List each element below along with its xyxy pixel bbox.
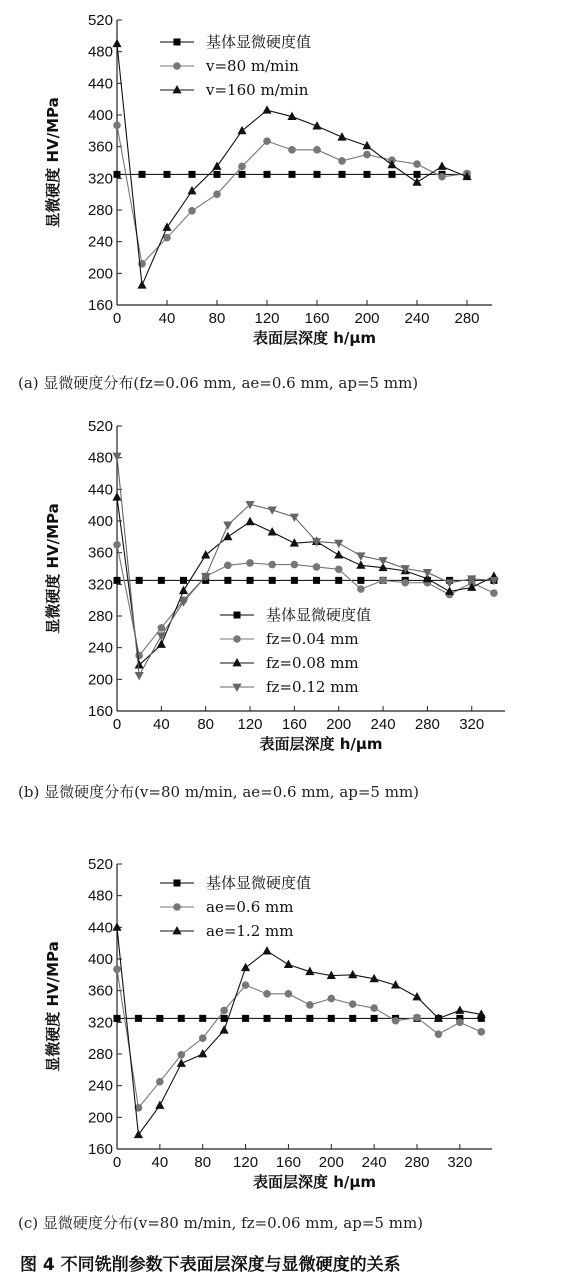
- x-axis-label: 表面层深度 h/μm: [252, 1173, 377, 1191]
- data-point: [112, 922, 121, 930]
- legend-label: ae=1.2 mm: [206, 922, 294, 940]
- series-2: [113, 121, 471, 267]
- data-point: [357, 585, 365, 593]
- data-point: [199, 1015, 206, 1022]
- data-point: [289, 171, 296, 178]
- y-tick-label: 240: [87, 233, 113, 251]
- data-point: [348, 970, 357, 978]
- figure-caption: 图 4 不同铣削参数下表面层深度与显微硬度的关系: [20, 1255, 401, 1275]
- y-tick-label: 160: [87, 703, 113, 720]
- legend-marker: [232, 658, 241, 666]
- x-tick-label: 0: [112, 1154, 122, 1171]
- data-point: [241, 963, 250, 971]
- legend-marker: [172, 926, 181, 934]
- y-tick-label: 400: [87, 951, 113, 968]
- data-point: [268, 527, 277, 535]
- x-tick-label: 0: [112, 716, 122, 733]
- y-axis-label: 显微硬度 HV/MPa: [44, 941, 62, 1072]
- series-3: [112, 922, 485, 1138]
- data-point: [291, 577, 298, 584]
- x-tick-label: 120: [237, 716, 263, 733]
- y-tick-label: 320: [87, 1014, 113, 1032]
- data-point: [158, 577, 165, 584]
- data-point: [179, 598, 188, 606]
- data-point: [137, 280, 146, 288]
- data-point: [288, 146, 296, 154]
- y-tick-label: 400: [87, 513, 113, 530]
- data-point: [335, 577, 342, 584]
- data-point: [155, 1100, 164, 1108]
- legend: [220, 606, 371, 696]
- legend-label: 基体显微硬度值: [266, 606, 372, 624]
- y-tick-label: 200: [87, 265, 113, 283]
- legend-label: 基体显微硬度值: [206, 874, 312, 892]
- data-point: [423, 569, 432, 577]
- data-point: [313, 146, 321, 154]
- data-point: [135, 672, 144, 680]
- data-point: [338, 157, 346, 165]
- legend-marker: [172, 85, 181, 93]
- y-tick-label: 320: [87, 170, 113, 188]
- data-point: [113, 121, 121, 129]
- y-tick-label: 240: [87, 639, 113, 657]
- data-point: [334, 550, 343, 558]
- data-point: [136, 577, 143, 584]
- data-point: [189, 171, 196, 178]
- y-tick-label: 280: [87, 202, 113, 219]
- y-tick-label: 520: [87, 856, 113, 873]
- legend-marker: [174, 880, 181, 887]
- data-point: [213, 190, 221, 198]
- y-tick-label: 400: [87, 107, 113, 124]
- y-tick-label: 360: [87, 544, 113, 562]
- data-point: [285, 1015, 292, 1022]
- data-point: [313, 577, 320, 584]
- data-point: [224, 577, 231, 584]
- data-point: [349, 1000, 357, 1008]
- data-point: [328, 1015, 335, 1022]
- chart-panel-1: [18, 12, 492, 392]
- x-tick-label: 80: [197, 716, 215, 733]
- y-tick-label: 160: [87, 297, 113, 314]
- data-point: [242, 1015, 249, 1022]
- y-tick-label: 200: [87, 1109, 113, 1127]
- y-tick-label: 440: [87, 481, 113, 499]
- data-point: [220, 1007, 228, 1015]
- x-tick-label: 120: [254, 310, 280, 327]
- data-point: [413, 1014, 421, 1022]
- data-point: [327, 995, 335, 1003]
- x-tick-label: 280: [414, 716, 440, 733]
- data-point: [112, 39, 121, 47]
- x-tick-label: 40: [158, 310, 176, 327]
- data-point: [163, 234, 171, 242]
- y-tick-label: 480: [87, 449, 113, 467]
- data-point: [263, 990, 271, 998]
- y-axis-label: 显微硬度 HV/MPa: [44, 503, 62, 634]
- x-tick-label: 160: [304, 310, 330, 327]
- chart-panel-2: [18, 418, 505, 801]
- data-point: [199, 1034, 207, 1042]
- data-point: [334, 540, 343, 548]
- x-tick-label: 240: [404, 310, 430, 327]
- data-point: [314, 171, 321, 178]
- y-tick-label: 360: [87, 982, 113, 1000]
- legend-label: 基体显微硬度值: [206, 33, 312, 51]
- legend-label: fz=0.08 mm: [266, 654, 359, 672]
- data-point: [224, 562, 232, 570]
- data-point: [164, 171, 171, 178]
- data-point: [263, 137, 271, 145]
- x-tick-label: 320: [459, 716, 485, 733]
- data-point: [262, 105, 271, 113]
- y-tick-label: 320: [87, 576, 113, 594]
- series-2: [113, 965, 485, 1111]
- data-point: [339, 171, 346, 178]
- series-line: [117, 927, 481, 1134]
- data-point: [177, 1051, 185, 1059]
- x-tick-label: 80: [208, 310, 226, 327]
- y-tick-label: 280: [87, 1046, 113, 1063]
- data-point: [455, 1005, 464, 1013]
- x-tick-label: 160: [281, 716, 307, 733]
- data-point: [337, 132, 346, 140]
- x-tick-label: 240: [361, 1154, 387, 1171]
- legend-marker: [233, 635, 241, 643]
- data-point: [242, 981, 250, 989]
- data-point: [401, 579, 409, 587]
- data-point: [114, 171, 121, 178]
- legend-marker: [234, 612, 241, 619]
- data-point: [177, 1059, 186, 1067]
- data-point: [112, 492, 121, 500]
- x-tick-label: 40: [151, 1154, 169, 1171]
- x-axis-label: 表面层深度 h/μm: [259, 735, 383, 753]
- x-tick-label: 280: [404, 1154, 430, 1171]
- series-1: [114, 171, 471, 178]
- data-point: [264, 171, 271, 178]
- data-point: [135, 660, 144, 668]
- legend-marker: [174, 39, 181, 46]
- data-point: [262, 946, 271, 954]
- data-point: [456, 1019, 464, 1027]
- legend-marker: [232, 684, 241, 692]
- legend-label: ae=0.6 mm: [206, 898, 294, 916]
- data-point: [214, 171, 221, 178]
- data-point: [438, 173, 446, 181]
- data-point: [114, 577, 121, 584]
- data-point: [364, 171, 371, 178]
- y-tick-label: 480: [87, 43, 113, 61]
- x-tick-label: 40: [152, 716, 170, 733]
- y-tick-label: 520: [87, 418, 113, 435]
- panel-caption: (c) 显微硬度分布(v=80 m/min, fz=0.06 mm, ap=5 mm): [18, 1214, 424, 1232]
- data-point: [114, 1015, 121, 1022]
- data-point: [306, 1015, 313, 1022]
- data-point: [335, 565, 343, 573]
- x-tick-label: 200: [354, 310, 380, 327]
- data-point: [285, 990, 293, 998]
- data-point: [112, 453, 121, 461]
- data-point: [291, 561, 299, 569]
- data-point: [201, 550, 210, 558]
- x-tick-label: 80: [194, 1154, 212, 1171]
- legend-label: fz=0.12 mm: [266, 678, 359, 696]
- y-tick-label: 440: [87, 919, 113, 937]
- data-point: [371, 1015, 378, 1022]
- data-point: [156, 1078, 164, 1086]
- x-tick-label: 120: [233, 1154, 259, 1171]
- data-point: [370, 1004, 378, 1012]
- legend-marker: [173, 62, 181, 70]
- x-tick-label: 200: [318, 1154, 344, 1171]
- data-point: [412, 992, 421, 1000]
- data-point: [113, 965, 121, 973]
- series-line: [117, 969, 481, 1108]
- x-tick-label: 240: [370, 716, 396, 733]
- data-point: [290, 538, 299, 546]
- data-point: [306, 1001, 314, 1009]
- data-point: [437, 161, 446, 169]
- data-point: [269, 577, 276, 584]
- data-point: [178, 1015, 185, 1022]
- y-tick-label: 200: [87, 671, 113, 689]
- x-axis-label: 表面层深度 h/μm: [252, 329, 377, 347]
- x-tick-label: 200: [326, 716, 352, 733]
- data-point: [223, 522, 232, 530]
- panel-caption: (a) 显微硬度分布(fz=0.06 mm, ae=0.6 mm, ap=5 mm): [18, 374, 419, 392]
- data-point: [268, 561, 276, 569]
- data-point: [435, 1030, 443, 1038]
- data-point: [113, 541, 121, 549]
- data-point: [477, 1028, 485, 1036]
- data-point: [356, 560, 365, 568]
- data-point: [357, 577, 364, 584]
- data-point: [245, 517, 254, 525]
- data-point: [490, 589, 498, 597]
- data-point: [220, 1025, 229, 1033]
- legend: [160, 874, 311, 940]
- data-point: [247, 577, 254, 584]
- data-point: [264, 1015, 271, 1022]
- series-1: [114, 1015, 485, 1022]
- y-axis-label: 显微硬度 HV/MPa: [44, 97, 62, 228]
- y-tick-label: 240: [87, 1077, 113, 1095]
- data-point: [179, 586, 188, 594]
- y-tick-label: 360: [87, 138, 113, 156]
- data-point: [379, 577, 387, 585]
- data-point: [246, 559, 254, 567]
- data-point: [158, 624, 166, 632]
- y-tick-label: 480: [87, 887, 113, 905]
- data-point: [237, 126, 246, 134]
- data-point: [238, 163, 246, 171]
- legend-marker: [173, 903, 181, 911]
- y-tick-label: 520: [87, 12, 113, 29]
- data-point: [284, 960, 293, 968]
- data-point: [389, 171, 396, 178]
- data-point: [412, 177, 421, 185]
- data-point: [413, 160, 421, 168]
- y-tick-label: 280: [87, 608, 113, 625]
- data-point: [139, 171, 146, 178]
- legend-label: fz=0.04 mm: [266, 630, 359, 648]
- legend-label: v=160 m/min: [206, 81, 309, 99]
- x-tick-label: 0: [112, 310, 122, 327]
- y-tick-label: 440: [87, 75, 113, 93]
- panel-caption: (b) 显微硬度分布(v=80 m/min, ae=0.6 mm, ap=5 mm): [18, 783, 420, 801]
- y-tick-label: 160: [87, 1141, 113, 1158]
- x-tick-label: 320: [447, 1154, 473, 1171]
- data-point: [180, 577, 187, 584]
- data-point: [239, 171, 246, 178]
- data-point: [363, 151, 371, 159]
- data-point: [221, 1015, 228, 1022]
- data-point: [156, 1015, 163, 1022]
- data-point: [414, 171, 421, 178]
- legend-label: v=80 m/min: [206, 57, 299, 75]
- data-point: [349, 1015, 356, 1022]
- x-tick-label: 160: [275, 1154, 301, 1171]
- legend: [160, 33, 311, 99]
- data-point: [135, 1015, 142, 1022]
- data-point: [312, 538, 321, 546]
- chart-panel-3: [18, 856, 492, 1232]
- data-point: [188, 207, 196, 215]
- data-point: [313, 563, 321, 571]
- x-tick-label: 280: [454, 310, 480, 327]
- data-point: [392, 1017, 400, 1025]
